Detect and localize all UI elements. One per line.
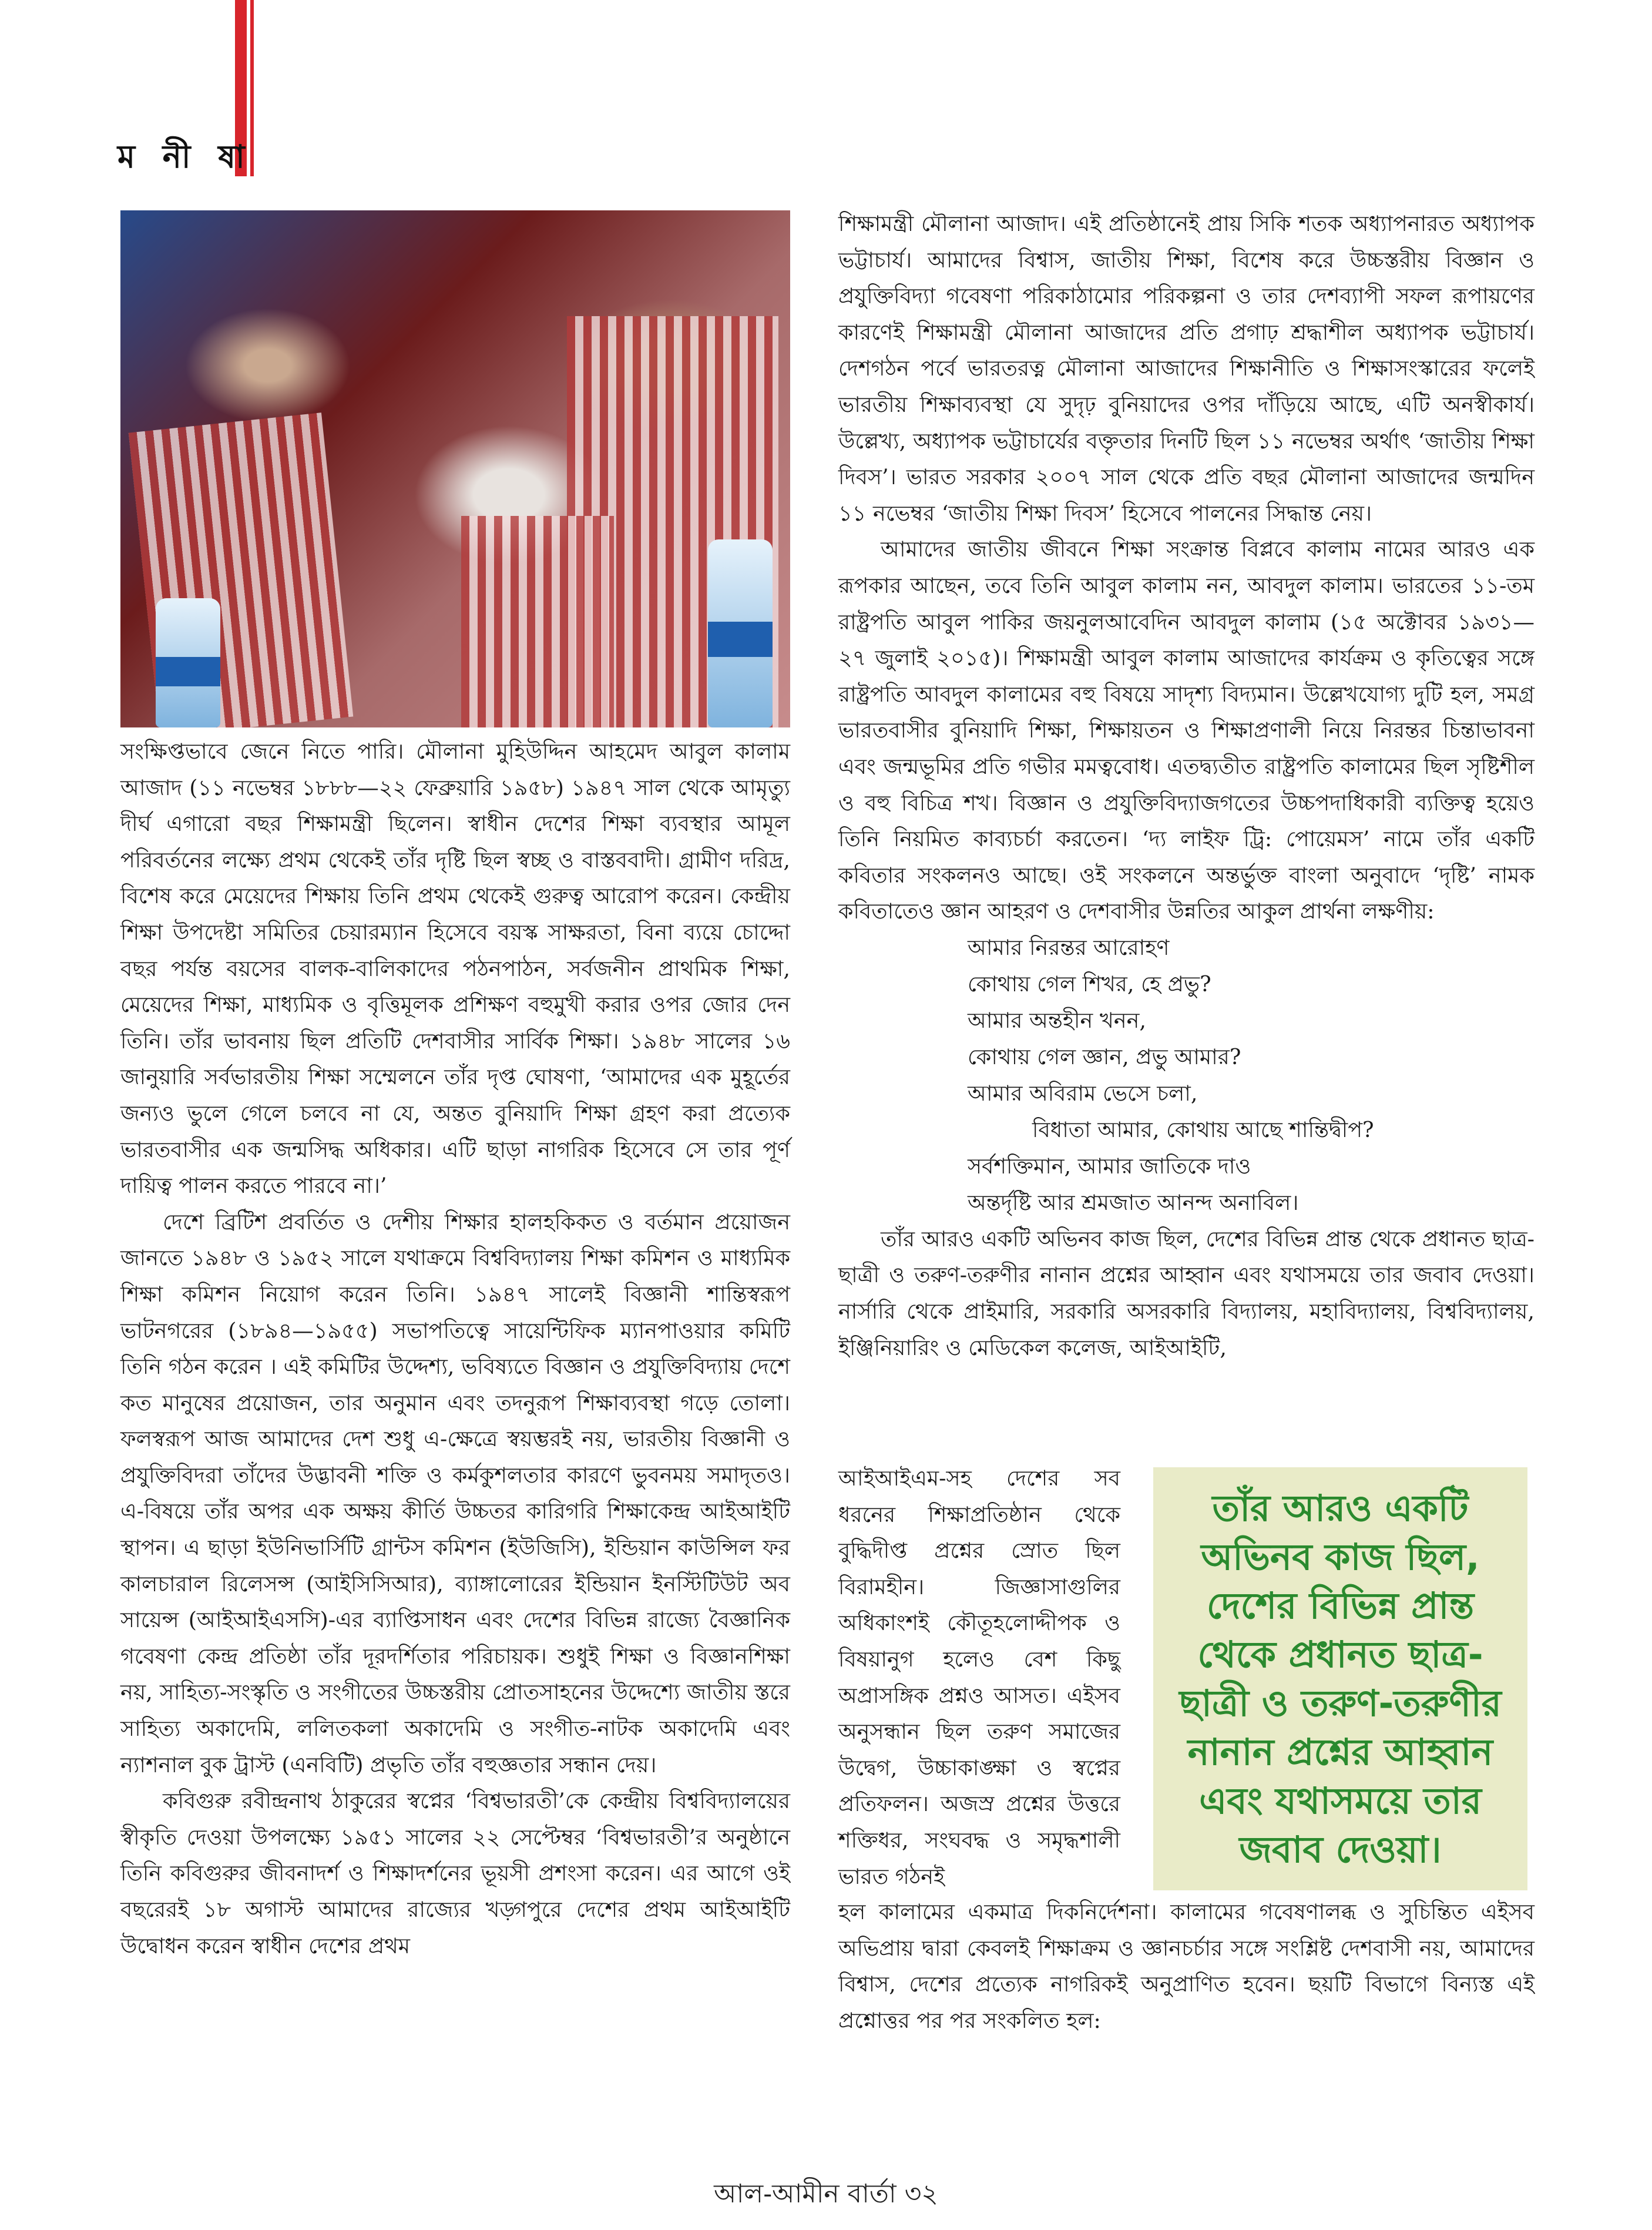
poem-line: বিধাতা আমার, কোথায় আছে শান্তিদ্বীপ? xyxy=(1032,1116,1374,1142)
poem-line: কোথায় গেল জ্ঞান, প্রভু আমার? xyxy=(968,1044,1241,1069)
paragraph: আমাদের জাতীয় জীবনে শিক্ষা সংক্রান্ত বিপ্লবে কালাম নামের আরও এক রূপকার আছেন, তবে তিনি আবুল কালাম নন, আবদুল কালাম। ভারতের ১১-তম রাষ্ট্রপতি আবুল পাকির জয়নুলআবেদিন আবদুল কালাম (১৫ অক্টোবর ১৯৩১—২৭ জুলাই ২০১৫)। শিক্ষামন্ত্রী আবুল কালাম আজাদের কার্যক্রম ও কৃতিত্বের সঙ্গে রাষ্ট্রপতি আবদুল কালামের বহু বিষয়ে সাদৃশ্য বিদ্যমান। উল্লেখযোগ্য দুটি হল, সমগ্র ভারতবাসীর বুনিয়াদি শিক্ষা, শিক্ষায়তন ও শিক্ষাপ্রণালী নিয়ে নিরন্তর চিন্তাভাবনা এবং জন্মভূমির প্রতি গভীর মমত্ববোধ। এতদ্ব্যতীত রাষ্ট্রপতি কালামের ছিল সৃষ্টিশীল ও বহু বিচিত্র শখ। বিজ্ঞান ও প্রযুক্তিবিদ্যাজগতের উচ্চপদাধিকারী ব্যক্তিত্ব হয়েও তিনি নিয়মিত কাব্যচর্চা করতেন। ‘দ্য লাইফ ট্রি: পোয়েমস’ নামে তাঁর একটি কবিতার সংকলনও আছে। ওই সংকলনে অন্তর্ভুক্ত বাংলা অনুবাদে ‘দৃষ্টি’ নামক কবিতাতেও জ্ঞান আহরণ ও দেশবাসীর উন্নতির আকুল প্রার্থনা লক্ষণীয়: xyxy=(838,536,1535,924)
paragraph: আইআইএম-সহ দেশের সব ধরনের শিক্ষাপ্রতিষ্ঠান থেকে বুদ্ধিদীপ্ত প্রশ্নের স্রোত ছিল বিরামহীন। জিজ্ঞাসাগুলির অধিকাংশই কৌতূহলোদ্দীপক ও বিষয়ানুগ হলেও বেশ কিছু অপ্রাসঙ্গিক প্রশ্নও আসত। এইসব অনুসন্ধান ছিল তরুণ সমাজের উদ্বেগ, উচ্চাকাঙ্ক্ষা ও স্বপ্নের প্রতিফলন। অজস্র প্রশ্নের উত্তরে শক্তিধর, সংঘবদ্ধ ও সমৃদ্ধশালী ভারত গঠনই xyxy=(838,1466,1120,1889)
poem-line: আমার অন্তহীন খনন, xyxy=(968,1007,1147,1033)
photo-bottle-label-right xyxy=(708,622,773,657)
page-number: ৩২ xyxy=(904,2179,938,2209)
poem-line: অন্তর্দৃষ্টি আর শ্রমজাত আনন্দ অনাবিল। xyxy=(968,1189,1299,1215)
right-column-end xyxy=(838,1894,1535,2038)
photo-shirt-center xyxy=(461,516,614,727)
poem-line: আমার অবিরাম ভেসে চলা, xyxy=(968,1080,1198,1106)
poem xyxy=(838,930,1535,1221)
article-photo xyxy=(120,210,790,727)
pull-quote-box xyxy=(1153,1467,1527,1890)
paragraph: কবিগুরু রবীন্দ্রনাথ ঠাকুরের স্বপ্নের ‘বিশ্বভারতী’কে কেন্দ্রীয় বিশ্ববিদ্যালয়ের স্বীকৃতি দেওয়া উপলক্ষ্যে ১৯৫১ সালের ২২ সেপ্টেম্বর ‘বিশ্বভারতী’র অনুষ্ঠানে তিনি কবিগুরুর জীবনাদর্শ ও শিক্ষাদর্শনের ভূয়সী প্রশংসা করেন। এর আগে ওই বছরেরই ১৮ অগাস্ট আমাদের রাজ্যের খড়্গপুরে দেশের প্রথম আইআইটি উদ্বোধন করেন স্বাধীন দেশের প্রথম xyxy=(120,1788,790,1959)
page-footer xyxy=(0,2174,1652,2217)
paragraph: হল কালামের একমাত্র দিকনির্দেশনা। কালামের গবেষণালব্ধ ও সুচিন্তিত এইসব অভিপ্রায় দ্বারা কেবলই শিক্ষাক্রম ও জ্ঞানচর্চার সঙ্গে সংশ্লিষ্ট দেশবাসী নয়, আমাদের বিশ্বাস, দেশের প্রত্যেক নাগরিকই অনুপ্রাণিত হবেন। ছয়টি বিভাগে বিন্যস্ত এই প্রশ্নোত্তর পর পর সংকলিত হল: xyxy=(838,1899,1535,2033)
magazine-name: আল-আমীন বার্তা xyxy=(714,2179,896,2209)
paragraph: শিক্ষামন্ত্রী মৌলানা আজাদ। এই প্রতিষ্ঠানেই প্রায় সিকি শতক অধ্যাপনারত অধ্যাপক ভট্টাচার্য। আমাদের বিশ্বাস, জাতীয় শিক্ষা, বিশেষ করে উচ্চস্তরীয় বিজ্ঞান ও প্রযুক্তিবিদ্যা গবেষণা পরিকাঠামোর পরিকল্পনা ও তার দেশব্যাপী সফল রূপায়ণের কারণেই শিক্ষামন্ত্রী মৌলানা আজাদের প্রতি প্রগাঢ় শ্রদ্ধাশীল অধ্যাপক ভট্টাচার্য। দেশগঠন পর্বে ভারতরত্ন মৌলানা আজাদের শিক্ষানীতি ও শিক্ষাসংস্কারের ফলেই ভারতীয় শিক্ষাব্যবস্থা যে সুদৃঢ় বুনিয়াদের ওপর দাঁড়িয়ে আছে, এটি অনস্বীকার্য। উল্লেখ্য, অধ্যাপক ভট্টাচার্যের বক্তৃতার দিনটি ছিল ১১ নভেম্বর অর্থাৎ ‘জাতীয় শিক্ষা দিবস’। ভারত সরকার ২০০৭ সাল থেকে প্রতি বছর মৌলানা আজাদের জন্মদিন ১১ নভেম্বর ‘জাতীয় শিক্ষা দিবস’ হিসেবে পালনের সিদ্ধান্ত নেয়। xyxy=(838,211,1535,526)
paragraph: সংক্ষিপ্তভাবে জেনে নিতে পারি। মৌলানা মুহিউদ্দিন আহমেদ আবুল কালাম আজাদ (১১ নভেম্বর ১৮৮৮—২২ ফেব্রুয়ারি ১৯৫৮) ১৯৪৭ সাল থেকে আমৃত্যু দীর্ঘ এগারো বছর শিক্ষামন্ত্রী ছিলেন। স্বাধীন দেশের শিক্ষা ব্যবস্থার আমূল পরিবর্তনের লক্ষ্যে প্রথম থেকেই তাঁর দৃষ্টি ছিল স্বচ্ছ ও বাস্তববাদী। গ্রামীণ দরিদ্র, বিশেষ করে মেয়েদের শিক্ষায় তিনি প্রথম থেকেই গুরুত্ব আরোপ করেন। কেন্দ্রীয় শিক্ষা উপদেষ্টা সমিতির চেয়ারম্যান হিসেবে বয়স্ক সাক্ষরতা, বিনা ব্যয়ে চোদ্দো বছর পর্যন্ত বয়সের বালক-বালিকাদের পঠনপাঠন, সর্বজনীন প্রাথমিক শিক্ষা, মেয়েদের শিক্ষা, মাধ্যমিক ও বৃত্তিমূলক প্রশিক্ষণ বহুমুখী করার ওপর জোর দেন তিনি। তাঁর ভাবনায় ছিল প্রতিটি দেশবাসীর সার্বিক শিক্ষা। ১৯৪৮ সালের ১৬ জানুয়ারি সর্বভারতীয় শিক্ষা সম্মেলনে তাঁর দৃপ্ত ঘোষণা, ‘আমাদের এক মুহূর্তের জন্যও ভুলে গেলে চলবে না যে, অন্তত বুনিয়াদি শিক্ষা গ্রহণ করা প্রত্যেক ভারতবাসীর এক জন্মসিদ্ধ অধিকার। এটি ছাড়া নাগরিক হিসেবে সে তার পূর্ণ দায়িত্ব পালন করতে পারবে না।’ xyxy=(120,739,790,1199)
poem-line: সর্বশক্তিমান, আমার জাতিকে দাও xyxy=(968,1153,1251,1179)
right-column xyxy=(838,206,1535,1366)
section-label: ম নী ষা xyxy=(117,138,253,175)
photo-bottle-label-left xyxy=(156,657,220,686)
poem-line: আমার নিরন্তর আরোহণ xyxy=(968,934,1170,960)
pull-quote: তাঁর আরও একটি অভিনব কাজ ছিল, দেশের বিভিন্ন প্রান্ত থেকে প্রধানত ছাত্র-ছাত্রী ও তরুণ-তরুণীর নানান প্রশ্নের আহ্বান এবং যথাসময়ে তার জবাব দেওয়া। xyxy=(1179,1487,1502,1871)
left-column xyxy=(120,733,790,1964)
narrow-column xyxy=(838,1460,1120,1894)
paragraph: দেশে ব্রিটিশ প্রবর্তিত ও দেশীয় শিক্ষার হালহকিকত ও বর্তমান প্রয়োজন জানতে ১৯৪৮ ও ১৯৫২ সালে যথাক্রমে বিশ্ববিদ্যালয় শিক্ষা কমিশন ও মাধ্যমিক শিক্ষা কমিশন নিয়োগ করেন তিনি। ১৯৪৭ সালেই বিজ্ঞানী শান্তিস্বরূপ ভাটনগরের (১৮৯৪—১৯৫৫) সভাপতিত্বে সায়েন্টিফিক ম্যানপাওয়ার কমিটি তিনি গঠন করেন । এই কমিটির উদ্দেশ্য, ভবিষ্যতে বিজ্ঞান ও প্রযুক্তিবিদ্যায় দেশে কত মানুষের প্রয়োজন, তার অনুমান এবং তদনুরূপ শিক্ষাব্যবস্থা গড়ে তোলা। ফলস্বরূপ আজ আমাদের দেশ শুধু এ-ক্ষেত্রে স্বয়ম্ভরই নয়, ভারতীয় বিজ্ঞানী ও প্রযুক্তিবিদরা তাঁদের উদ্ভাবনী শক্তি ও কর্মকুশলতার কারণে ভুবনময় সমাদৃতও। এ-বিষয়ে তাঁর অপর এক অক্ষয় কীর্তি উচ্চতর কারিগরি শিক্ষাকেন্দ্র আইআইটি স্থাপন। এ ছাড়া ইউনিভার্সিটি গ্রান্টস কমিশন (ইউজিসি), ইন্ডিয়ান কাউন্সিল ফর কালচারাল রিলেসন্স (আইসিসিআর), ব্যাঙ্গালোরের ইন্ডিয়ান ইনস্টিটিউট অব সায়েন্স (আইআইএসসি)-এর ব্যাপ্তিসাধন এবং দেশের বিভিন্ন রাজ্যে বৈজ্ঞানিক গবেষণা কেন্দ্র প্রতিষ্ঠা তাঁর দূরদর্শিতার পরিচায়ক। শুধুই শিক্ষা ও বিজ্ঞানশিক্ষা নয়, সাহিত্য-সংস্কৃতি ও সংগীতের উচ্চস্তরীয় প্রোতসাহনের উদ্দেশ্যে জাতীয় স্তরে সাহিত্য অকাদেমি, ললিতকলা অকাদেমি ও সংগীত-নাটক অকাদেমি এবং ন্যাশনাল বুক ট্রাস্ট (এনবিটি) প্রভৃতি তাঁর বহুজ্ঞতার সন্ধান দেয়। xyxy=(120,1209,790,1778)
poem-line: কোথায় গেল শিখর, হে প্রভু? xyxy=(968,971,1211,997)
paragraph: তাঁর আরও একটি অভিনব কাজ ছিল, দেশের বিভিন্ন প্রান্ত থেকে প্রধানত ছাত্র-ছাত্রী ও তরুণ-তরুণীর নানান প্রশ্নের আহ্বান এবং যথাসময়ে তার জবাব দেওয়া। নার্সারি থেকে প্রাইমারি, সরকারি অসরকারি বিদ্যালয়, মহাবিদ্যালয়, বিশ্ববিদ্যালয়, ইঞ্জিনিয়ারিং ও মেডিকেল কলেজ, আইআইটি, xyxy=(838,1226,1535,1360)
